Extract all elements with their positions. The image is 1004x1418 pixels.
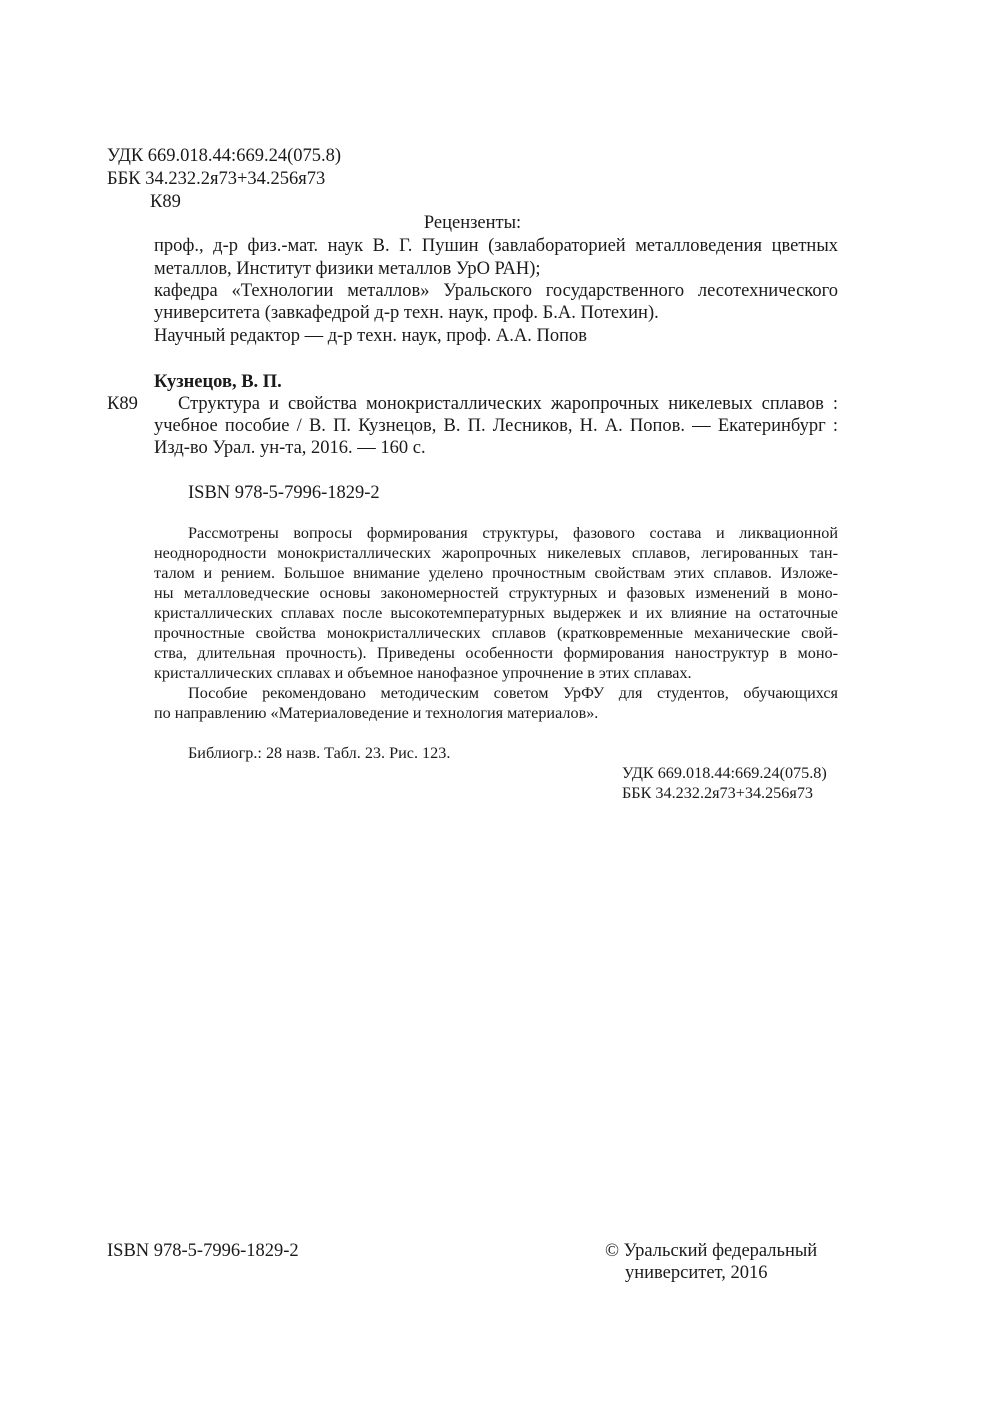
reviewer-line: кафедра «Технологии металлов» Уральского государственного лесотехнического — [154, 281, 838, 301]
reviewer-line: проф., д-р физ.-мат. наук В. Г. Пушин (завлабораторией металловедения цветных — [154, 236, 838, 256]
abstract-line: кристаллических сплавах после высокотемпературных выдержек и их влияние на остаточные — [154, 604, 838, 622]
abstract-line: по направлению «Материаловедение и технология материалов». — [154, 704, 599, 722]
udk-header: УДК 669.018.44:669.24(075.8) — [107, 146, 342, 166]
abstract-line: неоднородности монокристаллических жаропрочных никелевых сплавов, легированных тан- — [154, 544, 838, 562]
citation-isbn: ISBN 978-5-7996-1829-2 — [188, 483, 380, 503]
bbk-header: ББК 34.232.2я73+34.256я73 — [107, 169, 326, 189]
abstract-line: ства, длительная прочность). Приведены особенности формирования наноструктур в моно- — [154, 644, 838, 662]
author-mark-header: К89 — [150, 192, 181, 212]
scientific-editor: Научный редактор — д-р техн. наук, проф. А.А. Попов — [154, 326, 588, 346]
citation-author-mark: К89 — [107, 394, 138, 414]
copyright-line: университет, 2016 — [625, 1263, 768, 1283]
bbk-footer: ББК 34.232.2я73+34.256я73 — [622, 784, 814, 802]
abstract-line: талом и рением. Большое внимание уделено прочностным свойствам этих сплавов. Изложе- — [154, 564, 838, 582]
citation-author: Кузнецов, В. П. — [154, 372, 282, 392]
bibliography-info: Библиогр.: 28 назв. Табл. 23. Рис. 123. — [188, 744, 451, 762]
reviewer-line: металлов, Институт физики металлов УрО РАН); — [154, 259, 541, 279]
citation-line: Структура и свойства монокристаллических жаропрочных никелевых сплавов : — [178, 394, 838, 414]
reviewer-line: университета (завкафедрой д-р техн. наук, проф. Б.А. Потехин). — [154, 303, 659, 323]
udk-footer: УДК 669.018.44:669.24(075.8) — [622, 764, 827, 782]
citation-line: Изд-во Урал. ун-та, 2016. — 160 с. — [154, 438, 426, 458]
footer-isbn: ISBN 978-5-7996-1829-2 — [107, 1241, 299, 1261]
abstract-line: Рассмотрены вопросы формирования структуры, фазового состава и ликвационной — [188, 524, 838, 542]
abstract-line: прочностные свойства монокристаллических сплавов (кратковременные механические свой- — [154, 624, 838, 642]
abstract-line: кристаллических сплавах и объемное нанофазное упрочнение в этих сплавах. — [154, 664, 692, 682]
reviewers-title: Рецензенты: — [423, 213, 522, 233]
citation-line: учебное пособие / В. П. Кузнецов, В. П. Лесников, Н. А. Попов. — Екатеринбург : — [154, 416, 838, 436]
abstract-line: Пособие рекомендовано методическим советом УрФУ для студентов, обучающихся — [188, 684, 838, 702]
abstract-line: ны металловедческие основы закономерностей структурных и фазовых изменений в моно- — [154, 584, 838, 602]
copyright-line: © Уральский федеральный — [605, 1241, 818, 1261]
